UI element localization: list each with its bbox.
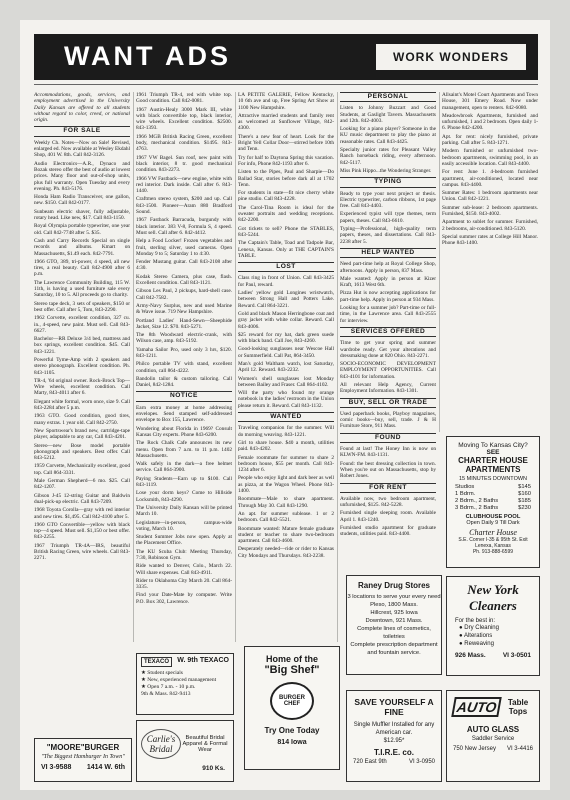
list-item: Will the party who found my orange notebook in the ladies' restroom in the Union please return it. Reward. Call 843-1132. <box>238 390 334 409</box>
list-item: Miss Pink Hippo...the Wondering Stranger. <box>340 167 432 174</box>
list-item: The 8th Woodward electric-crank, with Wilson case, amp. 843-5192. <box>136 332 232 345</box>
list-item: Audio Electronics—A.R., Dynaco and Bozak stereo offer the best of audio at lowest prices. Many floor and out-of-shop units, plus full warranty. Open Tuesday and every evening. Ph. 843-5176. <box>34 160 130 192</box>
ad-moore-phone: VI 3-9588 <box>41 764 72 771</box>
list-item: Sunbeam electric shaver, fully adjustable, rotary head. Like new, $17. Call 843-1150. <box>34 208 130 222</box>
ad-tire-name: T.I.R.E. co. <box>373 748 414 757</box>
ad-charter-name: CHARTER HOUSE APARTMENTS <box>458 456 528 474</box>
list-item: The Lawrence Community Building, 115 W. 11th, is having a used furniture sale every Saturday, 10 to 5. All proceeds go to charity. <box>34 279 130 299</box>
list-item: Listen to Johnny Buzzart and Good Students, at Gaslight Tavern. Massachusetts and 12th. 842-4003. <box>340 105 436 124</box>
list-item: ● Alterations <box>459 633 493 639</box>
list-item: Fender Mustang guitar. Call 843-2108 after 4:30. <box>136 259 232 272</box>
list-item: Experienced typist will type themes, term papers, theses. Call 843-6610. <box>340 211 436 224</box>
ad-ny-address: 926 Mass. <box>455 652 486 659</box>
list-item: Wondering about Florida in 1969? Consult Kansas City experts. Phone 843-6200. <box>136 425 232 438</box>
list-item: Stereo tape deck, 3 sets of speakers, $150 or best offer. Call after 5, Tom, 843-2290. <box>34 300 130 313</box>
ad-tire-address: 720 East 9th <box>353 759 387 765</box>
ad-bridal <box>136 720 234 782</box>
rate-row <box>455 484 531 491</box>
ad-auto-logo: AUTO <box>451 697 502 717</box>
list-item: ● Dry Cleaning <box>459 625 499 631</box>
list-item: Modern furnished or unfurnished two-bedroom apartments, swimming pool, in an easily accessible location. Call 843-4400. <box>442 148 538 167</box>
list-item: Elegant white formal, worn once, size 9. Call 843-2284 after 5 p.m. <box>34 398 130 412</box>
list-item: Single Muffler Installed for any American car. <box>353 722 435 736</box>
list-item: Army-Navy Surplus, new and used Marine & Wave issue. 719 New Hampshire. <box>136 302 232 316</box>
rate-unit: Studios <box>455 484 475 490</box>
list-item: The Rock Chalk Cafe announces its new menu. Open from 7 a.m. to 11 p.m. 1402 Massachusetts. <box>136 440 232 459</box>
list-item: Gibson J-45 12-string Guitar and Baldwin dual-pick-up electric. Call 843-7209. <box>34 492 130 505</box>
heading-personal: PERSONAL <box>340 92 436 102</box>
ad-bridal-address: 910 Ks. <box>202 765 225 772</box>
list-item: For rent: June 1. 4-bedroom furnished apartment, air-conditioned, located near campus. 843-4400. <box>442 169 538 188</box>
list-item: Specialty junior rates for Pleasant Valley Ranch horseback riding, every afternoon. 842-5117. <box>340 147 436 166</box>
list-item: Special summer rates at College Hill Manor. Phone 843-1400. <box>442 233 538 247</box>
list-item: Looking for a piano player? Someone in the KU music department to play the piano at reasonable rates. Call 843-4425. <box>340 126 436 145</box>
list-item: Available now, two bedroom apartment, unfurnished, $125. 842-5228. <box>340 495 436 509</box>
list-item: The Carol-Tina Room is ideal for the sweater portraits and wedding receptions. 842-2200. <box>238 204 334 224</box>
banner-rule <box>34 84 538 85</box>
ad-ny-services <box>447 624 539 648</box>
list-item: Earn extra money at home addressing envelopes. Send stamped self-addressed envelope to Box 155, Lawrence. <box>136 404 232 424</box>
list-item: Royal Olympia portable typewriter, one year old. Call 842-7748 after 5. $35. <box>34 223 130 236</box>
list-item: 1962 Corvette, excellent condition, 327 cu. in., 4-speed, new paint. Must sell. Call 843-6627. <box>34 315 130 334</box>
list-item: 1967 VW Bagel. Sun roof, new paint with black interior, 8 tr. good mechanical condition. 843-2273. <box>136 154 232 174</box>
rate-price: $145 <box>518 484 531 490</box>
intro-notice: Accommodations, goods, services, and employment advertised in the University Daily Kansan are offered to all students without regard to color, creed, or national origin. <box>34 92 130 124</box>
found-list <box>340 446 436 479</box>
list-item: ★ Open 7 a.m. - 10 p.m. <box>141 684 196 690</box>
list-item: 1960 GTO Convertible—yellow with black top—4 speed. Must sell. $1,150 or best offer. 843-2255. <box>34 521 130 541</box>
ad-charter-address: S.E. Corner I-35 & 95th St. Exit <box>458 537 528 543</box>
list-item: Kodak Stereo Camera, plus case, flash. Excellent condition. Call 843-1121. <box>136 273 232 287</box>
column-divider <box>337 92 338 642</box>
rent-list <box>340 496 436 538</box>
column-1 <box>34 92 130 732</box>
list-item: People who enjoy light and dark beer as well as pizza, at the Wagon Wheel. Phone 843-1400. <box>238 475 334 495</box>
list-item: The University Daily Kansan will be printed March 10. <box>136 504 232 518</box>
list-item: Allsaint's Motel Court Apartments and Town House, 301 Emery Road. Now under management, open to renters. 842-6080. <box>442 92 538 111</box>
ad-bigshef-cta: Try One Today <box>264 726 320 735</box>
list-item: Man's gold Waltham watch, lost Saturday, April 12. Reward. 843-2232. <box>238 360 334 374</box>
list-item: Downtown, 921 Mass. <box>365 618 423 624</box>
ad-bridal-lines <box>181 735 229 753</box>
ad-charter-script: Charter House <box>469 528 517 537</box>
ad-ny-lead: For the best in: <box>455 618 496 624</box>
list-item: Apt. for rent: nicely furnished, private parking. Call after 5. 843-1271. <box>442 133 538 147</box>
list-item: Apartment to sublet for summer. Furnished, 2 bedrooms, air-conditioned. 843-5120. <box>442 219 538 232</box>
for-sale-list-cont <box>136 92 232 388</box>
list-item: Bachelor—RR Deluxe 3/4 bed, mattress and box springs, excellent condition. $45. Call 843-1221. <box>34 336 130 355</box>
list-item: An apt. for summer sublease. 1 or 2 bedroom. Call 842-5521. <box>238 510 334 524</box>
list-item: Complete lines of cosmetics, toiletries <box>357 626 431 640</box>
column-divider <box>235 92 236 642</box>
list-item: Legislature—in-person, campus-wide voting, March 10. <box>136 519 232 532</box>
list-item: 3 locations to serve your every need <box>347 594 441 600</box>
list-item: ★ New, experienced management <box>141 677 217 683</box>
column-4 <box>340 92 436 582</box>
ad-charter-city: Lenexa, Kansas <box>475 543 511 549</box>
rate-row <box>455 491 531 498</box>
ad-charter-extra: CLUBHOUSE POOL <box>465 514 521 520</box>
list-item: Stereo—new Bose model portable phonograph and speakers. Best offer. Call 843-5212. <box>34 442 130 462</box>
list-item: Male German Shepherd—6 mo. $25. Call 842-1207. <box>34 478 130 491</box>
column-3 <box>238 92 334 637</box>
list-item: Looking for a summer job? Part-time or full-time, in the Lawrence area. Call 843-2555 for interview. <box>340 305 436 324</box>
list-item: The KU Scuba Club: Meeting Thursday, 7:30, Robinson Gym. <box>136 548 232 561</box>
for-sale-list-col3 <box>238 92 334 259</box>
list-item: 1966 MGB British Racing Green, excellent body, mechanical condition. $1495. 843-4763. <box>136 133 232 153</box>
heading-wanted: WANTED <box>238 412 334 422</box>
list-item: Furnished single sleeping room. Available April 1. 843-1240. <box>340 510 436 523</box>
list-item: TR-4, '64 original owner. Rock-Brock Top—Wire wheels, excellent condition. Call Marty, 843-4011 after 6. <box>34 377 130 397</box>
ad-charter-pre: Moving To Kansas City? <box>458 442 528 449</box>
rate-price: $185 <box>518 498 531 504</box>
ad-auto-side: Table Tops <box>507 698 529 716</box>
ad-bigshef-logo-text: BURGER CHEF <box>278 695 305 707</box>
list-item: All relevant Help Agency, Current Employment Information. 843-1301. <box>340 381 436 395</box>
list-item: Female roommate for summer to share 2 bedroom house, $55 per month. Call 843-1234 after 6. <box>238 454 334 474</box>
heading-for-sale: FOR SALE <box>34 126 130 136</box>
ad-ny-line1: New York <box>467 582 519 597</box>
heading-for-rent: FOR RENT <box>340 483 436 493</box>
list-item: 1966 VW Fastback—new engine, white with red interior. Dark inside. Call after 6. 843-1440. <box>136 175 232 195</box>
rate-row <box>455 505 531 512</box>
texaco-logo: TEXACO <box>141 657 172 667</box>
ad-charter-open: Open Daily 9 Till Dark <box>466 520 520 526</box>
list-item: Pizza Hut is now accepting applications for part-time help. Apply in person at 934 Mass. <box>340 290 436 303</box>
ad-raney-lines <box>347 593 441 657</box>
list-item: The Captain's Table, Toad and Tadpole Bar, Lenexa, Kansas. Only at THE CAPTAIN'S TABLE. <box>238 240 334 259</box>
banner-subtitle: WORK WONDERS <box>376 44 526 70</box>
list-item: 1961 Triumph TR-4, red with white top. Good condition. Call 842-0081. <box>136 92 232 105</box>
ad-tire-lines <box>347 721 441 745</box>
ad-raney-drug <box>346 575 442 675</box>
list-item: Desperately needed—ride or rider to Kansas City Mondays and Thursdays. 843-2238. <box>238 546 334 559</box>
personal-list <box>340 105 436 174</box>
list-item: Paying Students—Earn up to $100. Call 843-1119. <box>136 475 232 489</box>
ad-moore-name: "MOORE"BURGER <box>46 743 120 752</box>
ad-ny-line2: Cleaners <box>469 598 517 613</box>
ad-ny-phone: VI 3-0501 <box>502 652 531 659</box>
list-item: ● Reweaving <box>459 641 494 647</box>
list-item: $12.95* <box>383 738 405 744</box>
heading-services: SERVICES OFFERED <box>340 327 436 337</box>
heading-lost: LOST <box>238 262 334 272</box>
for-sale-list <box>34 140 130 562</box>
list-item: Furnished studio apartment for graduate students, utilities paid. 843-4400. <box>340 525 436 538</box>
rate-price: $160 <box>518 491 531 497</box>
list-item: Lose your dorm keys? Come to Hillside Locksmith, 843-4290. <box>136 490 232 503</box>
list-item: Used paperback books, Playboy magazines, comic books—buy, sell, trade. J & H Furniture Store, 911 Mass. <box>340 410 436 430</box>
ad-texaco-lines <box>137 667 233 698</box>
rate-unit: 1 Bdrm. <box>455 491 476 497</box>
list-item: Powerful Tyme-Amp with 2 speakers and stereo phonograph. Excellent condition. Ph. 843-1105. <box>34 356 130 376</box>
list-item: Beautiful Bridal Apparel & Formal Wear <box>182 735 228 753</box>
list-item: Portland Ladies' Hand-Sewn—Sheephide Jacket, Size 12. $70. 843-5271. <box>136 317 232 330</box>
list-item: 1967 Fastback Barracuda, burgundy with black interior. 383 V-8, Formula S, 4 speed. Must sell. Call after 6. 842-4412. <box>136 217 232 236</box>
list-item: Cash and Carry Records Special on single records and albums. Kmart on Massachusetts, $1.49 each. 842-7791. <box>34 237 130 257</box>
list-item: Girl to share house. $40 a month, utilities paid. 843-4202. <box>238 439 334 453</box>
list-item: Found at last! The Honey Inn is now on KLWN-FM. 843-1131. <box>340 446 436 459</box>
list-item: Honda Ham Radio Transceiver, one gallon, new. $150. Call 842-0177. <box>34 194 130 207</box>
ad-charter-rates <box>447 482 539 512</box>
list-item: 1967 Triumph TR-4A—IRS, beautiful British Racing Green, wire wheels. Call 843-2271. <box>34 542 130 562</box>
list-item: Summer sub-lease: 2 bedroom apartments. Furnished, $150. 843-4002. <box>442 204 538 218</box>
ad-tire-phone: VI 3-0950 <box>408 759 435 765</box>
bst-list <box>340 411 436 430</box>
column-2 <box>136 92 232 637</box>
column-divider <box>439 92 440 432</box>
list-item: 1968 Toyota Corolla—gray with red interior and new tires. $1,495. Call 842-4100 after 5. <box>34 507 130 520</box>
list-item: Listen to the Pipes, Paul and Sharpie—Do Ballad Star, stories before dark all at 1702 Tenn. <box>238 169 334 188</box>
list-item: Gibson Les Paul, 2 pickups, hard-shell case. Call 842-7582. <box>136 288 232 301</box>
list-item: Ready to type your next project or thesis. Electric typewriter, carbon ribbons, 1st page free. Call 843-4403. <box>340 190 436 210</box>
heading-notice: NOTICE <box>136 391 232 401</box>
want-ads-banner <box>34 34 538 80</box>
list-item: Need part-time help at Royal College Shop, afternoons. Apply in person, 837 Mass. <box>340 261 436 274</box>
list-item: Attractive married students and family rent as welcomed at Sunflower Village, 842-4300. <box>238 112 334 132</box>
list-item: There's a new fear of heart. Look for the Bright Yell Collar Door—stirred before 10th and Tenn. <box>238 133 334 153</box>
list-item: 1967 Austin-Healy 3000 Mark III, white with black convertible top, black interior, wire wheels. Excellent condition. $2500. 843-1393. <box>136 106 232 132</box>
list-item: Try for half to Daytona Spring this vacation. For info, Phone 842-1193 after 6. <box>238 154 334 167</box>
ad-auto-glass <box>446 690 540 782</box>
list-item: Typing—Professional, high-quality term papers, theses, and dissertations. Call 843-2238 after 5. <box>340 226 436 245</box>
ad-raney-name: Raney Drug Stores <box>357 581 431 590</box>
list-item: New Sportswear's brand new, cartridge-tape player, adaptable to any car, Call 843-4201. <box>34 427 130 441</box>
list-item: Hillcrest, 925 Iowa <box>370 610 418 616</box>
heading-help-wanted: HELP WANTED <box>340 248 436 258</box>
ad-bridal-script-logo: Carlie's Bridal <box>141 729 181 759</box>
ad-auto-sub: Saddler Service <box>471 736 515 742</box>
ad-charter-see: SEE <box>486 449 500 456</box>
ad-auto-name: AUTO GLASS <box>466 725 520 734</box>
ad-moore-address: 1414 W. 6th <box>86 764 125 771</box>
list-item: Bandolin tailor & custom tailoring. Call Daniel, 842-1284. <box>136 375 232 389</box>
ad-bigshef-name: "Big Shef" <box>264 664 320 676</box>
list-item: Yamaha Sailor Pro, used only 3 hrs, $120. 843-1211. <box>136 346 232 359</box>
services-list <box>340 340 436 394</box>
for-rent-list-col5 <box>442 92 538 247</box>
help-wanted-list <box>340 261 436 324</box>
wanted-list <box>238 425 334 559</box>
list-item: Pleso, 1800 Mass. <box>370 602 418 608</box>
list-item: Class ring in front of Union. Call 843-3425 for Paul, reward. <box>238 275 334 288</box>
newspaper-page <box>20 20 550 790</box>
list-item: Time to get your spring and summer wardrobe ready. Get your alterations and dressmaking done at 820 Ohio. 843-2271. <box>340 340 436 359</box>
rate-unit: 3 Bdrm., 2 Baths <box>455 505 499 511</box>
list-item: ★ Student specials <box>141 670 183 676</box>
typing-list <box>340 191 436 245</box>
list-item: Got tickets to sell? Phone the STABLES, 843-5244. <box>238 225 334 238</box>
ad-new-york-cleaners <box>446 576 540 676</box>
list-item: Summer Rates: 1 bedroom apartments near Union. Call 842-1221. <box>442 190 538 203</box>
list-item: Craftmen stereo system, $200 and up. Call 843-1500. Pioneer—Aram 880 Bradford Sound. <box>136 196 232 216</box>
ad-bigshef-pre: Home of the <box>265 654 318 664</box>
list-item: Meadowbrook Apartments, furnished and unfurnished, 1 and 2 bedroom. Open daily 1-6. Phone 842-4200. <box>442 112 538 132</box>
banner-title: WANT ADS <box>64 41 231 71</box>
heading-buy-sell-trade: BUY, SELL OR TRADE <box>340 398 436 408</box>
ad-bigshef-address: 814 Iowa <box>277 739 307 746</box>
list-item: Gold and black Mason Herringbone coat and gray jacket with white collar. Reward. Call 843-4006. <box>238 310 334 330</box>
list-item: LA PETITE GALERIE, Fellow Kentucky, 10 6th ave and up, Free Spring Art Show at 1100 New Hampshire. <box>238 92 334 111</box>
ad-texaco <box>136 653 234 715</box>
list-item: 1963 GTO. Good condition, good tires, many extras. 1 year old. Call 842-2750. <box>34 413 130 426</box>
list-item: Roommate wanted: Mature female graduate student or teacher to share two-bedroom apartment. Call 843-4600. <box>238 525 334 545</box>
ad-charter-house <box>446 436 540 568</box>
list-item: Student Summer Jobs now open. Apply at the Placement Office. <box>136 534 232 547</box>
list-item: Good-looking sunglasses near Wescoe Hall or Summerfield. Call Pat, 864-3450. <box>238 346 334 359</box>
ad-tire-co <box>346 690 442 782</box>
list-item: Roommate—Male to share apartment. Through May 30. Call 843-1290. <box>238 496 334 509</box>
burger-chef-logo-icon <box>270 682 314 720</box>
lost-list <box>238 275 334 409</box>
ad-auto-address: 750 New Jersey <box>453 746 497 752</box>
list-item: Rider to Oklahoma City March 20. Call 864-3335. <box>136 577 232 591</box>
list-item: Philco portable TV with stand, excellent condition, call 864-4222. <box>136 361 232 374</box>
list-item: $25 reward for my hat, dark green suede with black band. Call Joe, 843-4260. <box>238 331 334 345</box>
list-item: Walk safely in the dark—a free helmet service. Call 864-3900. <box>136 461 232 474</box>
ad-texaco-title: W. 9th TEXACO <box>177 657 229 664</box>
list-item: Ride wanted to Denver, Colo., March 22. Will share expenses. Call 843-4911. <box>136 563 232 576</box>
list-item: For students in state—fit nice cherry white pine studio. Call 843-4228. <box>238 190 334 203</box>
list-item: Women's shell sunglasses lost Monday between Bailey and Fraser. Call 864-4102. <box>238 375 334 388</box>
list-item: 1966 GTO, 389, tri-power, 4 speed, all new tires, a real beauty. Call 842-4900 after 6 p.m. <box>34 258 130 278</box>
list-item: 1959 Corvette, Mechanically excellent, good top. Call 864-3331. <box>34 463 130 476</box>
ad-moore-tagline: "The Biggest Hamburger In Town" <box>41 754 125 760</box>
list-item: 9th & Mass. 842-9413 <box>141 691 191 697</box>
list-item: Male wanted: Apply in person at Kizer Kraft, 1613 West 6th. <box>340 275 436 289</box>
list-item: Ladies' yellow gold Longines wristwatch, between Strong Hall and Potters Lake. Reward. Call 864-3221. <box>238 290 334 309</box>
rate-row <box>455 498 531 505</box>
ad-auto-phone: VI 3-4416 <box>506 746 533 752</box>
column-5 <box>442 92 538 427</box>
ad-charter-phone: Ph. 913-888-6599 <box>472 549 514 555</box>
list-item: Find your Date-Mate by computer. Write P.O. Box 302, Lawrence. <box>136 592 232 605</box>
column-divider <box>133 92 134 642</box>
heading-typing: TYPING <box>340 177 436 187</box>
list-item: SOCIO-ECONOMIC DEVELOPMENT EMPLOYMENT OPPORTUNITIES. Call 843-4101 for information. <box>340 361 436 380</box>
notice-list <box>136 405 232 605</box>
list-item: Help a Food Locker! Frozen vegetables and fruit, sterling silver, used cameras. Open Monday 9 to 5; Saturday 1 to 4:30. <box>136 238 232 257</box>
list-item: Traveling companion for the summer. Will do morning weaving. 843-1221. <box>238 425 334 438</box>
ad-charter-minutes: 15 MINUTES DOWNTOWN <box>458 476 528 482</box>
list-item: Weekly Ch. Notes—Now on Sale! Revised, enlarged ed. Now available at Wesley Ekdahl Shop, 401 W. 8th. Call 842-3126. <box>34 139 130 159</box>
rate-price: $230 <box>518 505 531 511</box>
heading-found: FOUND <box>340 433 436 443</box>
ad-tire-headline: SAVE YOURSELF A FINE <box>354 697 434 717</box>
list-item: Found: the best dressing collection in town. When you're out on Massachusetts, stop by Robert Jones. <box>340 460 436 480</box>
list-item: Complete prescription department and fountain service. <box>350 642 438 656</box>
rate-unit: 2 Bdrm., 2 Baths <box>455 498 499 504</box>
ad-big-shef <box>244 646 340 770</box>
ad-moore-burger <box>34 738 132 782</box>
